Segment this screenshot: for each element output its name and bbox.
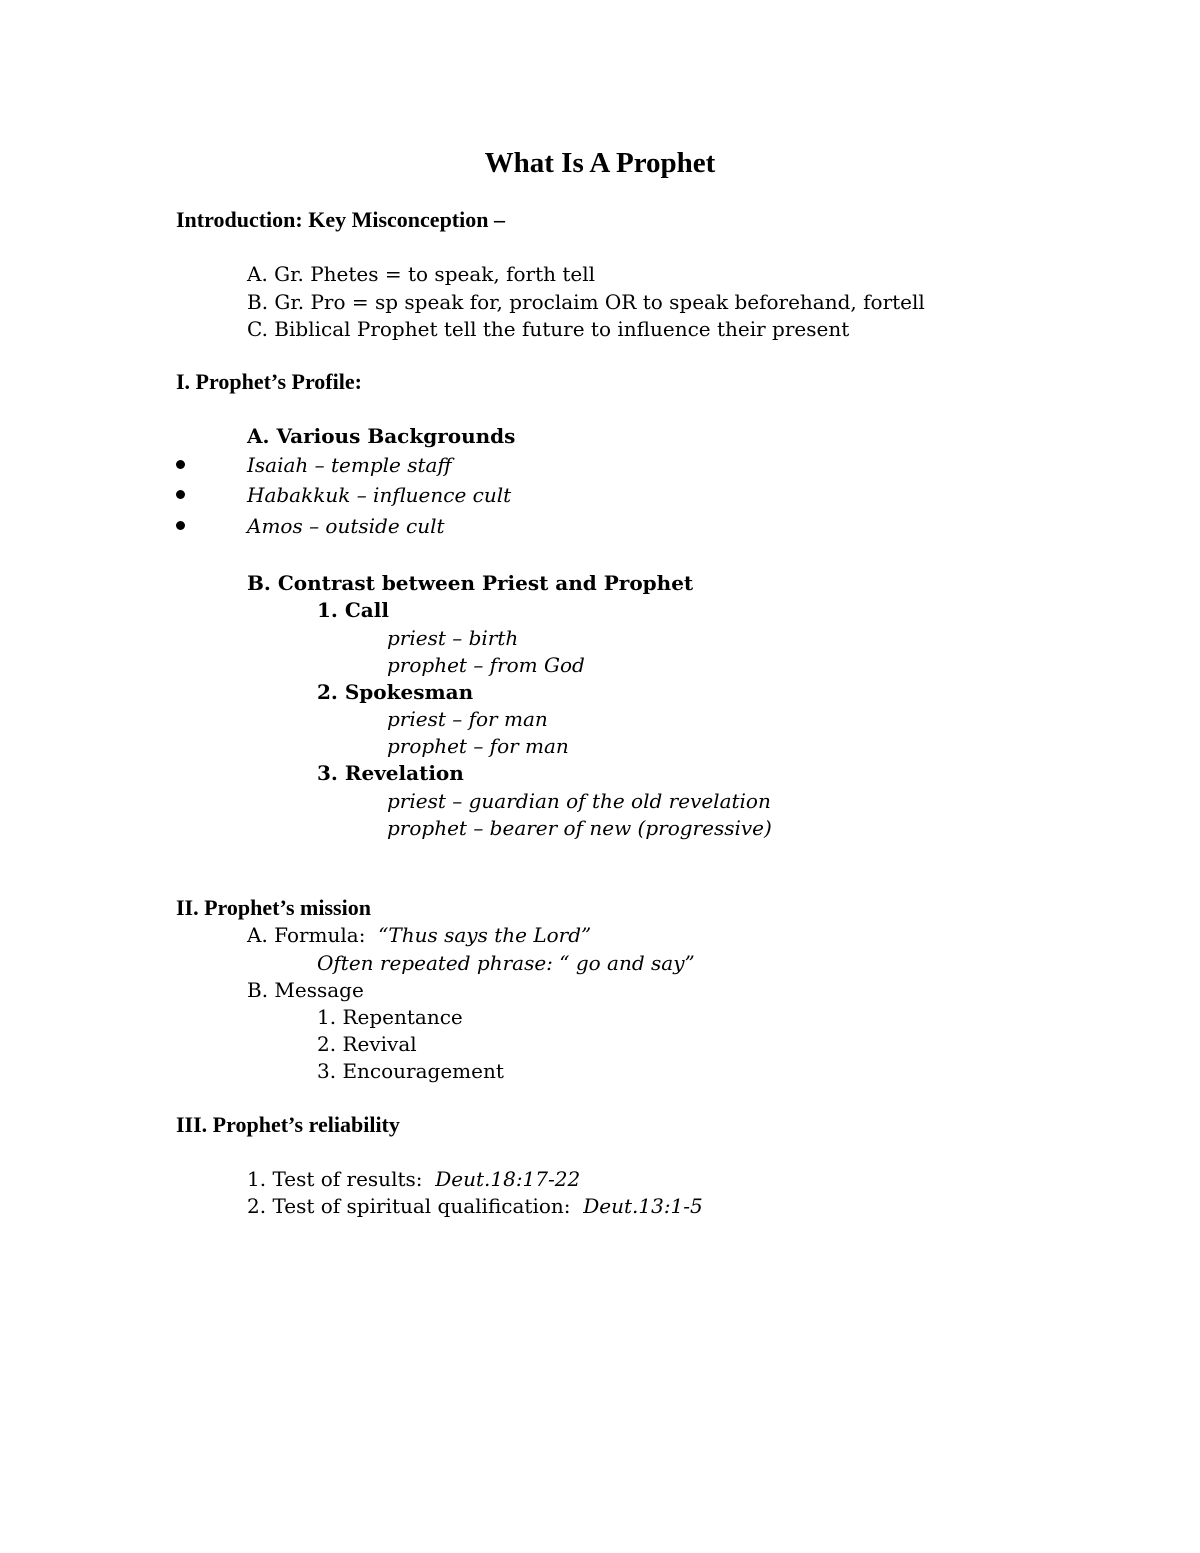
section-heading-reliability: III. Prophet’s reliability [176,1112,400,1137]
contrast-point-label: 2. Spokesman [317,680,474,704]
contrast-point-label: 3. Revelation [317,761,464,785]
contrast-priest-text: priest – guardian of the old revelation [387,789,771,813]
bullet-icon [176,490,185,499]
intro-item: B. Gr. Pro = sp speak for, proclaim OR to speak beforehand, fortell [247,290,925,314]
formula-line [247,922,591,948]
contrast-prophet-text: prophet – from God [387,653,585,677]
intro-item: A. Gr. Phetes = to speak, forth tell [247,262,596,286]
background-item: Isaiah – temple staff [247,453,452,477]
reliability-test [247,1166,580,1192]
message-item: 1. Repentance [317,1005,463,1029]
formula-label: A. Formula: [247,923,366,947]
test-label: 1. Test of results: [247,1167,423,1191]
scripture-reference: Deut.13:1-5 [583,1194,703,1218]
subheading-contrast: B. Contrast between Priest and Prophet [247,571,694,595]
contrast-priest-text: priest – birth [387,626,519,650]
scripture-reference: Deut.18:17-22 [435,1167,581,1191]
message-item: 3. Encouragement [317,1059,504,1083]
contrast-prophet-text: prophet – bearer of new (progressive) [387,816,772,840]
bullet-icon [176,460,185,469]
test-label: 2. Test of spiritual qualification: [247,1194,571,1218]
subheading-backgrounds: A. Various Backgrounds [247,424,516,448]
background-item: Amos – outside cult [247,514,445,538]
contrast-prophet-text: prophet – for man [387,734,569,758]
background-item: Habakkuk – influence cult [247,483,512,507]
message-item: 2. Revival [317,1032,417,1056]
repeated-phrase: Often repeated phrase: “ go and say” [317,951,695,975]
message-label: B. Message [247,978,364,1002]
intro-item: C. Biblical Prophet tell the future to influence their present [247,317,850,341]
intro-heading: Introduction: Key Misconception – [176,207,505,232]
reliability-test [247,1193,703,1219]
contrast-point-label: 1. Call [317,598,389,622]
section-heading-mission: II. Prophet’s mission [176,895,371,920]
page-title: What Is A Prophet [484,147,716,179]
formula-quote: “Thus says the Lord” [378,923,592,947]
contrast-priest-text: priest – for man [387,707,548,731]
section-heading-profile: I. Prophet’s Profile: [176,369,362,394]
bullet-icon [176,521,185,530]
